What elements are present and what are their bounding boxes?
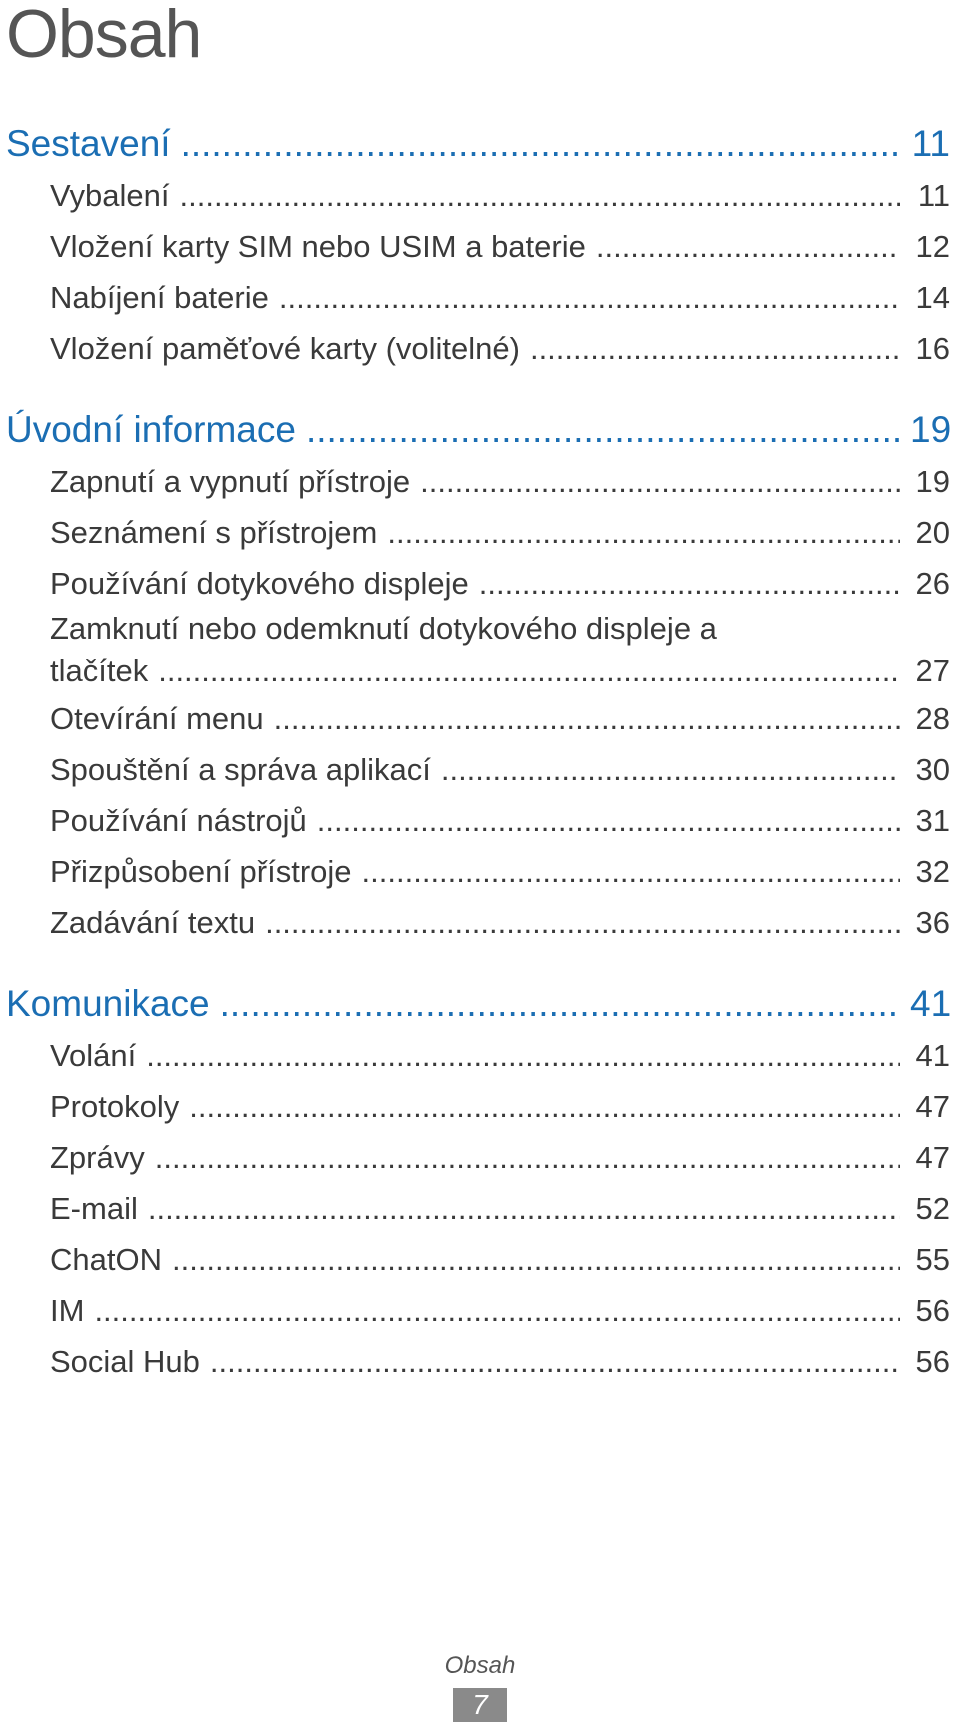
toc-item-page: 32 [915, 854, 950, 889]
toc-section-komunikace [0, 978, 960, 1387]
toc-item[interactable] [0, 1183, 960, 1234]
toc-item[interactable] [0, 558, 960, 609]
toc-item[interactable] [0, 272, 960, 323]
dot-leader [172, 1234, 900, 1285]
toc-item-page: 30 [915, 752, 950, 787]
toc-item-label: Otevírání menu [50, 701, 264, 736]
footer-section-label: Obsah [444, 1652, 516, 1679]
dot-leader [317, 795, 900, 846]
toc-item[interactable] [0, 1336, 960, 1387]
toc-item-page: 26 [915, 566, 950, 601]
toc-item-label: Vložení karty SIM nebo USIM a baterie [50, 229, 586, 264]
toc-item[interactable] [0, 795, 960, 846]
toc-item-page: 56 [915, 1293, 950, 1328]
toc-item-page: 16 [915, 331, 950, 366]
toc-section-uvodni-informace [0, 404, 960, 948]
toc-item[interactable] [0, 323, 960, 374]
toc-item-label: Zprávy [50, 1140, 145, 1175]
toc-item-page: 41 [915, 1038, 950, 1073]
toc-item-line2 [50, 649, 950, 693]
toc-item[interactable] [0, 846, 960, 897]
dot-leader [265, 897, 900, 948]
toc-item-label: Nabíjení baterie [50, 280, 269, 315]
toc-item-label: E-mail [50, 1191, 138, 1226]
toc-item[interactable] [0, 1285, 960, 1336]
dot-leader [420, 456, 900, 507]
chapter-title: Sestavení [6, 123, 171, 164]
toc-item-page: 12 [915, 229, 950, 264]
toc-item[interactable] [0, 1081, 960, 1132]
dot-leader [189, 1081, 900, 1132]
toc-item-page: 47 [915, 1140, 950, 1175]
toc-chapter-komunikace[interactable] [0, 978, 960, 1030]
toc-item-page: 27 [915, 653, 950, 688]
toc-item-page: 19 [915, 464, 950, 499]
dot-leader [306, 404, 900, 456]
toc-item-label: Volání [50, 1038, 137, 1073]
toc-item-page: 36 [915, 905, 950, 940]
toc-item[interactable] [0, 1234, 960, 1285]
page-footer [0, 1652, 960, 1722]
dot-leader [387, 507, 900, 558]
toc-item-page: 52 [915, 1191, 950, 1226]
chapter-page-number: 41 [910, 983, 952, 1024]
dot-leader [158, 649, 900, 693]
dot-leader [441, 744, 900, 795]
chapter-title: Komunikace [6, 983, 210, 1024]
toc-item-page: 56 [915, 1344, 950, 1379]
dot-leader [94, 1285, 900, 1336]
toc-chapter-uvodni-informace[interactable] [0, 404, 960, 456]
dot-leader [155, 1132, 900, 1183]
dot-leader [530, 323, 900, 374]
toc-item-label: Seznámení s přístrojem [50, 515, 378, 550]
toc-item-label: Zapnutí a vypnutí přístroje [50, 464, 411, 499]
dot-leader [210, 1336, 900, 1387]
dot-leader [148, 1183, 900, 1234]
dot-leader [180, 170, 901, 221]
toc-section-sestaveni [0, 118, 960, 374]
dot-leader [596, 221, 900, 272]
chapter-page-number: 11 [911, 123, 950, 164]
toc-chapter-sestaveni[interactable] [0, 118, 960, 170]
toc-item-label: Protokoly [50, 1089, 180, 1124]
toc-item-page: 31 [915, 803, 950, 838]
page-title: Obsah [6, 0, 202, 72]
toc-item[interactable] [0, 221, 960, 272]
toc-item-label: tlačítek [50, 653, 149, 688]
chapter-page-number: 19 [910, 409, 952, 450]
toc-item[interactable] [0, 170, 960, 221]
toc-item[interactable] [0, 1030, 960, 1081]
toc-item-label: Social Hub [50, 1344, 200, 1379]
toc-item[interactable] [0, 897, 960, 948]
chapter-title: Úvodní informace [6, 409, 296, 450]
toc-item-label: Zadávání textu [50, 905, 256, 940]
toc-item[interactable] [0, 693, 960, 744]
toc-item-page: 11 [917, 178, 950, 213]
toc-item-page: 55 [915, 1242, 950, 1277]
toc-item[interactable] [0, 507, 960, 558]
toc-item[interactable] [0, 744, 960, 795]
dot-leader [362, 846, 900, 897]
toc-item-page: 20 [915, 515, 950, 550]
toc-item-label: ChatON [50, 1242, 162, 1277]
dot-leader [181, 118, 900, 170]
toc-item-label: IM [50, 1293, 85, 1328]
toc-item-label: Přizpůsobení přístroje [50, 854, 352, 889]
toc-item[interactable] [0, 1132, 960, 1183]
toc-item-label: Používání dotykového displeje [50, 566, 469, 601]
toc-item-page: 47 [915, 1089, 950, 1124]
toc-item-label: Vybalení [50, 178, 170, 213]
toc-item-label-line1: Zamknutí nebo odemknutí dotykového displeje a [50, 611, 717, 646]
page-number-badge: 7 [453, 1688, 507, 1722]
dot-leader [220, 978, 900, 1030]
dot-leader [479, 558, 900, 609]
toc-item-label: Vložení paměťové karty (volitelné) [50, 331, 520, 366]
toc-item-label: Spouštění a správa aplikací [50, 752, 431, 787]
toc-item[interactable] [0, 456, 960, 507]
toc-item-multiline[interactable] [0, 609, 960, 693]
dot-leader [146, 1030, 900, 1081]
dot-leader [274, 693, 900, 744]
table-of-contents [0, 118, 960, 1417]
toc-item-page: 28 [915, 701, 950, 736]
toc-item-page: 14 [915, 280, 950, 315]
dot-leader [279, 272, 900, 323]
toc-item-label: Používání nástrojů [50, 803, 307, 838]
